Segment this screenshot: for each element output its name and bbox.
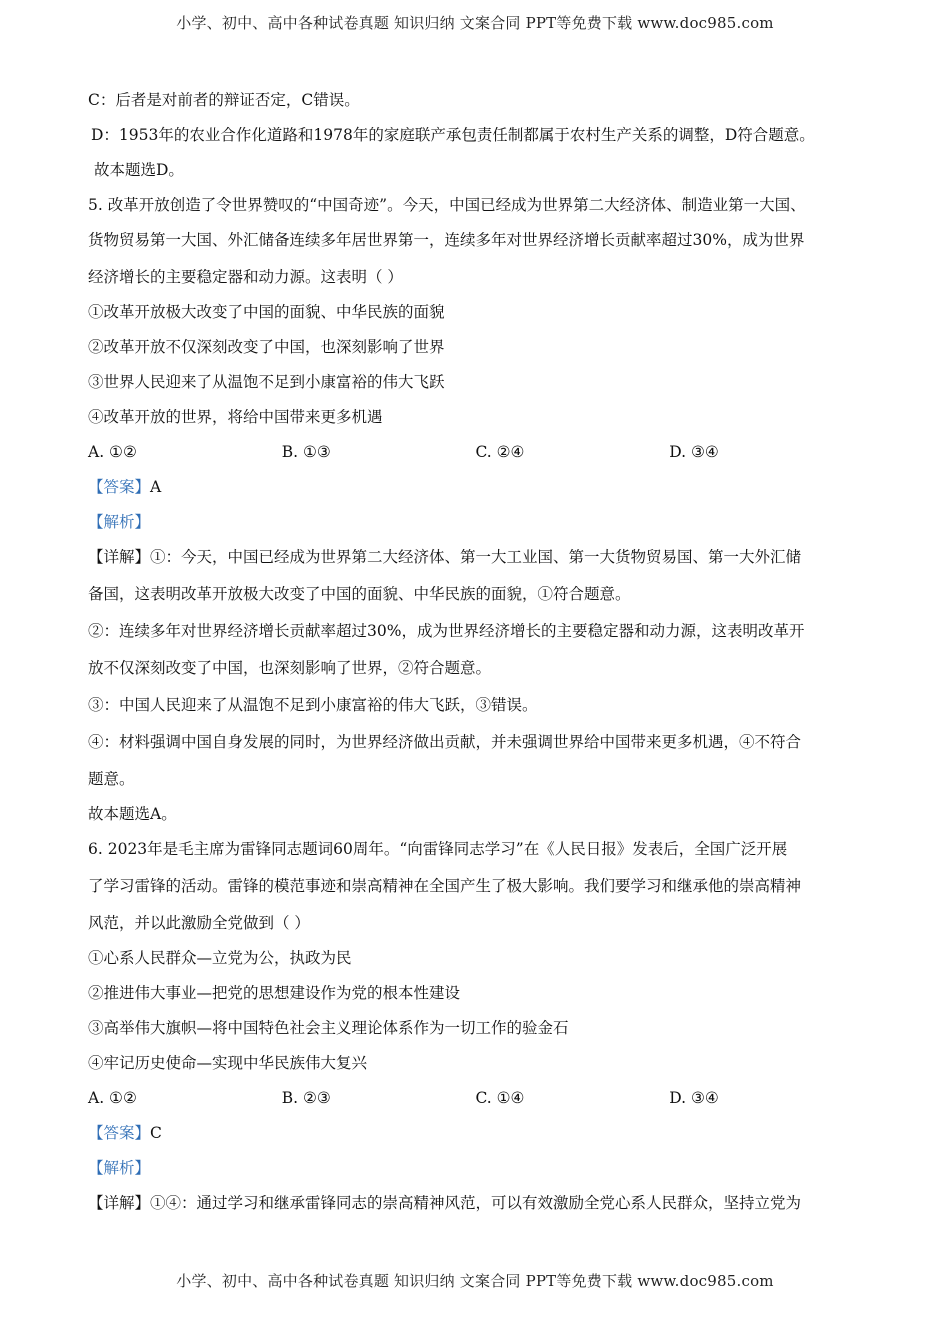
q5-detail-line-7: 题意。 [88,770,135,788]
q5-item-3: ③世界人民迎来了从温饱不足到小康富裕的伟大飞跃 [88,373,445,391]
q5-item-4: ④改革开放的世界，将给中国带来更多机遇 [88,408,383,426]
q5-detail-line-4: 放不仅深刻改变了中国，也深刻影响了世界，②符合题意。 [88,659,492,677]
page-header: 小学、初中、高中各种试卷真题 知识归纳 文案合同 PPT等免费下载 www.doc985.com [176,14,774,32]
q5-stem-line-2: 货物贸易第一大国、外汇储备连续多年居世界第一，连续多年对世界经济增长贡献率超过30%，成为世界 [88,231,805,249]
answer-label: 【答案】 [88,1124,151,1142]
q5-analysis [88,508,863,543]
q5-options [88,438,863,473]
q5-stem-line-1: 5. 改革开放创造了令世界赞叹的“中国奇迹”。今天，中国已经成为世界第二大经济体、制造业第一大国、 [88,196,806,214]
q6-analysis [88,1154,863,1189]
q6-answer [88,1119,863,1154]
analysis-label: 【解析】 [88,1159,151,1177]
q5-option-c: C. ②④ [475,443,525,461]
q6-stem-line-1: 6. 2023年是毛主席为雷锋同志题词60周年。“向雷锋同志学习”在《人民日报》发表后，全国广泛开展 [88,840,788,858]
q5-answer [88,473,863,508]
answer-label: 【答案】 [88,478,151,496]
detail-label: 【详解】 [88,1194,151,1212]
q4-option-d-explanation: D：1953年的农业合作化道路和1978年的家庭联产承包责任制都属于农村生产关系的调整，D符合题意。 [91,126,815,144]
q5-detail-line-1 [88,543,863,580]
detail-text: ①④：通过学习和继承雷锋同志的崇高精神风范，可以有效激励全党心系人民群众，坚持立党为 [150,1194,802,1212]
q5-detail-line-3: ②：连续多年对世界经济增长贡献率超过30%，成为世界经济增长的主要稳定器和动力源，这表明改革开 [88,622,805,640]
q5-detail-line-2: 备国，这表明改革开放极大改变了中国的面貌、中华民族的面貌，①符合题意。 [88,585,631,603]
document-body [88,86,863,1224]
q6-stem-line-3: 风范，并以此激励全党做到（ ） [88,914,310,932]
q6-options [88,1084,863,1119]
detail-label: 【详解】 [88,548,151,566]
q6-option-b: B. ②③ [281,1089,331,1107]
q6-option-d: D. ③④ [669,1089,719,1107]
page-footer: 小学、初中、高中各种试卷真题 知识归纳 文案合同 PPT等免费下载 www.doc985.com [176,1272,774,1290]
q6-item-3: ③高举伟大旗帜—将中国特色社会主义理论体系作为一切工作的验金石 [88,1019,569,1037]
analysis-label: 【解析】 [88,513,151,531]
q6-option-a: A. ①② [88,1089,137,1107]
q6-detail-line-1 [88,1189,863,1224]
q5-option-b: B. ①③ [281,443,331,461]
q6-stem-line-2: 了学习雷锋的活动。雷锋的模范事迹和崇高精神在全国产生了极大影响。我们要学习和继承他的崇高精神 [88,877,802,895]
q5-item-1: ①改革开放极大改变了中国的面貌、中华民族的面貌 [88,303,445,321]
q5-option-d: D. ③④ [669,443,719,461]
q5-stem-line-3: 经济增长的主要稳定器和动力源。这表明（ ） [88,268,403,286]
q5-detail-line-6: ④：材料强调中国自身发展的同时，为世界经济做出贡献，并未强调世界给中国带来更多机遇，④不符合 [88,733,802,751]
q5-item-2: ②改革开放不仅深刻改变了中国，也深刻影响了世界 [88,338,445,356]
detail-text: ①：今天，中国已经成为世界第二大经济体、第一大工业国、第一大货物贸易国、第一大外汇储 [150,548,802,566]
answer-value: A [150,478,162,496]
q5-conclusion: 故本题选A。 [88,805,177,823]
q6-item-1: ①心系人民群众—立党为公，执政为民 [88,949,352,967]
q6-item-4: ④牢记历史使命—实现中华民族伟大复兴 [88,1054,368,1072]
answer-value: C [150,1124,162,1142]
q5-option-a: A. ①② [88,443,137,461]
q6-item-2: ②推进伟大事业—把党的思想建设作为党的根本性建设 [88,984,461,1002]
q6-option-c: C. ①④ [475,1089,525,1107]
q5-detail-line-5: ③：中国人民迎来了从温饱不足到小康富裕的伟大飞跃，③错误。 [88,696,538,714]
q4-conclusion: 故本题选D。 [94,161,184,179]
q4-option-c-explanation: C：后者是对前者的辩证否定，C错误。 [88,91,360,109]
